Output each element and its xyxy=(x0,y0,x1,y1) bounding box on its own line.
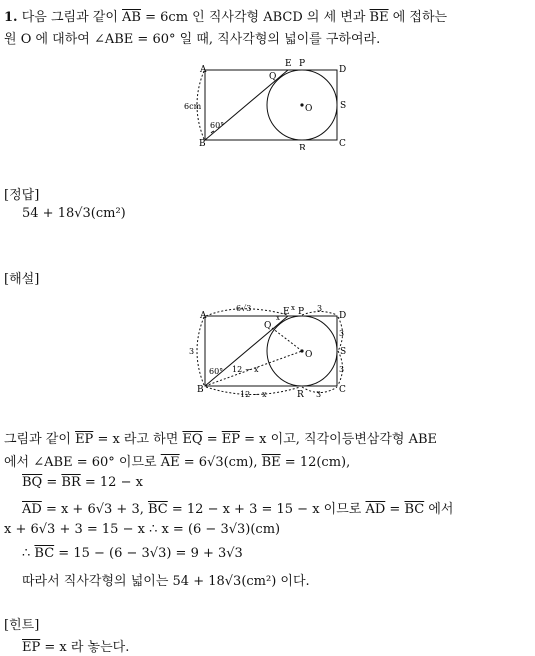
text: 에서 ∠ABE = 60° 이므로 xyxy=(4,455,161,470)
label-c: C xyxy=(339,385,346,395)
label-e: E xyxy=(285,59,292,69)
segment-ad: $\overline{AD}$ xyxy=(365,502,386,517)
segment-ae: $\overline{AE}$ xyxy=(160,455,180,470)
label-o: O xyxy=(305,104,313,114)
label-c: C xyxy=(339,139,346,149)
label-q: Q xyxy=(264,321,272,331)
label-a: A xyxy=(200,311,207,321)
problem-line-2: 원 O 에 대하여 ∠ABE = 60° 일 때, 직사각형의 넓이를 구하여라. xyxy=(4,32,381,47)
center-dot xyxy=(300,103,303,106)
label-angle: 60° xyxy=(210,121,225,130)
segment-ep: $\overline{EP}$ xyxy=(75,432,94,447)
label-a: A xyxy=(200,65,207,75)
label-r: R xyxy=(297,390,304,400)
segment-eq: $\overline{EQ}$ xyxy=(182,432,203,447)
label-p: P xyxy=(299,59,306,69)
text: = x + 6√3 + 3, xyxy=(41,502,148,517)
answer-header: [정답] xyxy=(4,188,40,203)
hint-header: [힌트] xyxy=(4,618,40,633)
text: = x 라 놓는다. xyxy=(40,640,130,655)
figure-1-diagram xyxy=(180,55,355,150)
problem-text: = 6cm 인 직사각형 ABCD 의 세 변과 xyxy=(140,10,370,25)
hint-line xyxy=(22,636,129,655)
text: = 12(cm), xyxy=(280,455,351,470)
segment-ep: $\overline{EP}$ xyxy=(22,640,41,655)
solution-line-5: x + 6√3 + 3 = 15 − x ∴ x = (6 − 3√3)(cm) xyxy=(4,522,281,537)
segment-br: $\overline{BR}$ xyxy=(61,475,81,490)
solution-line-1 xyxy=(4,428,437,447)
label-s: S xyxy=(340,101,347,111)
figure-2-diagram xyxy=(180,296,355,408)
segment-qo-dashed xyxy=(272,328,302,351)
label-e: E xyxy=(283,307,290,317)
left-brace xyxy=(197,317,204,385)
problem-line-1 xyxy=(4,6,447,25)
segment-bc: $\overline{BC}$ xyxy=(404,502,425,517)
label-x-eq: x xyxy=(276,314,280,322)
solution-line-2 xyxy=(4,451,350,470)
label-diag-length: 12 − x xyxy=(232,365,259,374)
text: = x 라고 하면 xyxy=(93,432,183,447)
label-side: 6cm xyxy=(184,102,202,111)
label-bottom-length: 12 − x xyxy=(240,390,267,399)
problem-text: 다음 그림과 같이 xyxy=(21,10,118,25)
label-q: Q xyxy=(269,72,277,82)
segment-be: $\overline{BE}$ xyxy=(369,10,389,25)
label-p: P xyxy=(298,307,305,317)
label-r: R xyxy=(299,144,306,150)
text: 에서 xyxy=(424,502,454,517)
segment-ad: $\overline{AD}$ xyxy=(22,502,42,517)
segment-bq: $\overline{BQ}$ xyxy=(22,475,43,490)
segment-bc: $\overline{BC}$ xyxy=(147,502,168,517)
solution-line-4 xyxy=(22,498,453,517)
text: ∴ xyxy=(22,546,35,561)
problem-text: 에 접하는 xyxy=(388,10,448,25)
label-right-3a: 3 xyxy=(339,329,345,338)
segment-be: $\overline{BE}$ xyxy=(261,455,281,470)
text: 그림과 같이 xyxy=(4,432,76,447)
center-dot xyxy=(300,349,303,352)
label-b: B xyxy=(199,139,206,149)
problem-number: 1. xyxy=(4,10,18,25)
text: = x 이고, 직각이등변삼각형 ABE xyxy=(240,432,438,447)
label-left-3: 3 xyxy=(189,347,195,356)
label-angle: 60° xyxy=(209,367,224,376)
text: = 12 − x + 3 = 15 − x 이므로 xyxy=(167,502,366,517)
segment-ab: $\overline{AB}$ xyxy=(122,10,141,25)
answer-text: 54 + 18√3(cm²) xyxy=(22,206,126,221)
text: = xyxy=(42,475,62,490)
segment-bc: $\overline{BC}$ xyxy=(34,546,55,561)
text: = 12 − x xyxy=(80,475,143,490)
text: = xyxy=(385,502,405,517)
segment-ep: $\overline{EP}$ xyxy=(221,432,241,447)
label-b: B xyxy=(197,385,204,395)
label-o: O xyxy=(305,350,313,360)
label-d: D xyxy=(339,311,347,321)
text: = 6√3(cm), xyxy=(179,455,262,470)
text: = xyxy=(202,432,222,447)
label-x-ep: x xyxy=(291,304,295,312)
label-top-length: 6√3 xyxy=(236,304,252,313)
label-top-3: 3 xyxy=(317,304,323,313)
solution-line-3 xyxy=(22,475,143,490)
label-bottom-3: 3 xyxy=(316,390,322,399)
label-right-3b: 3 xyxy=(339,365,345,374)
label-s: S xyxy=(340,347,347,357)
solution-header: [해설] xyxy=(4,272,40,287)
solution-line-7: 따라서 직사각형의 넓이는 54 + 18√3(cm²) 이다. xyxy=(22,574,310,589)
label-d: D xyxy=(339,65,347,75)
text: = 15 − (6 − 3√3) = 9 + 3√3 xyxy=(54,546,243,561)
solution-line-6 xyxy=(22,546,243,561)
